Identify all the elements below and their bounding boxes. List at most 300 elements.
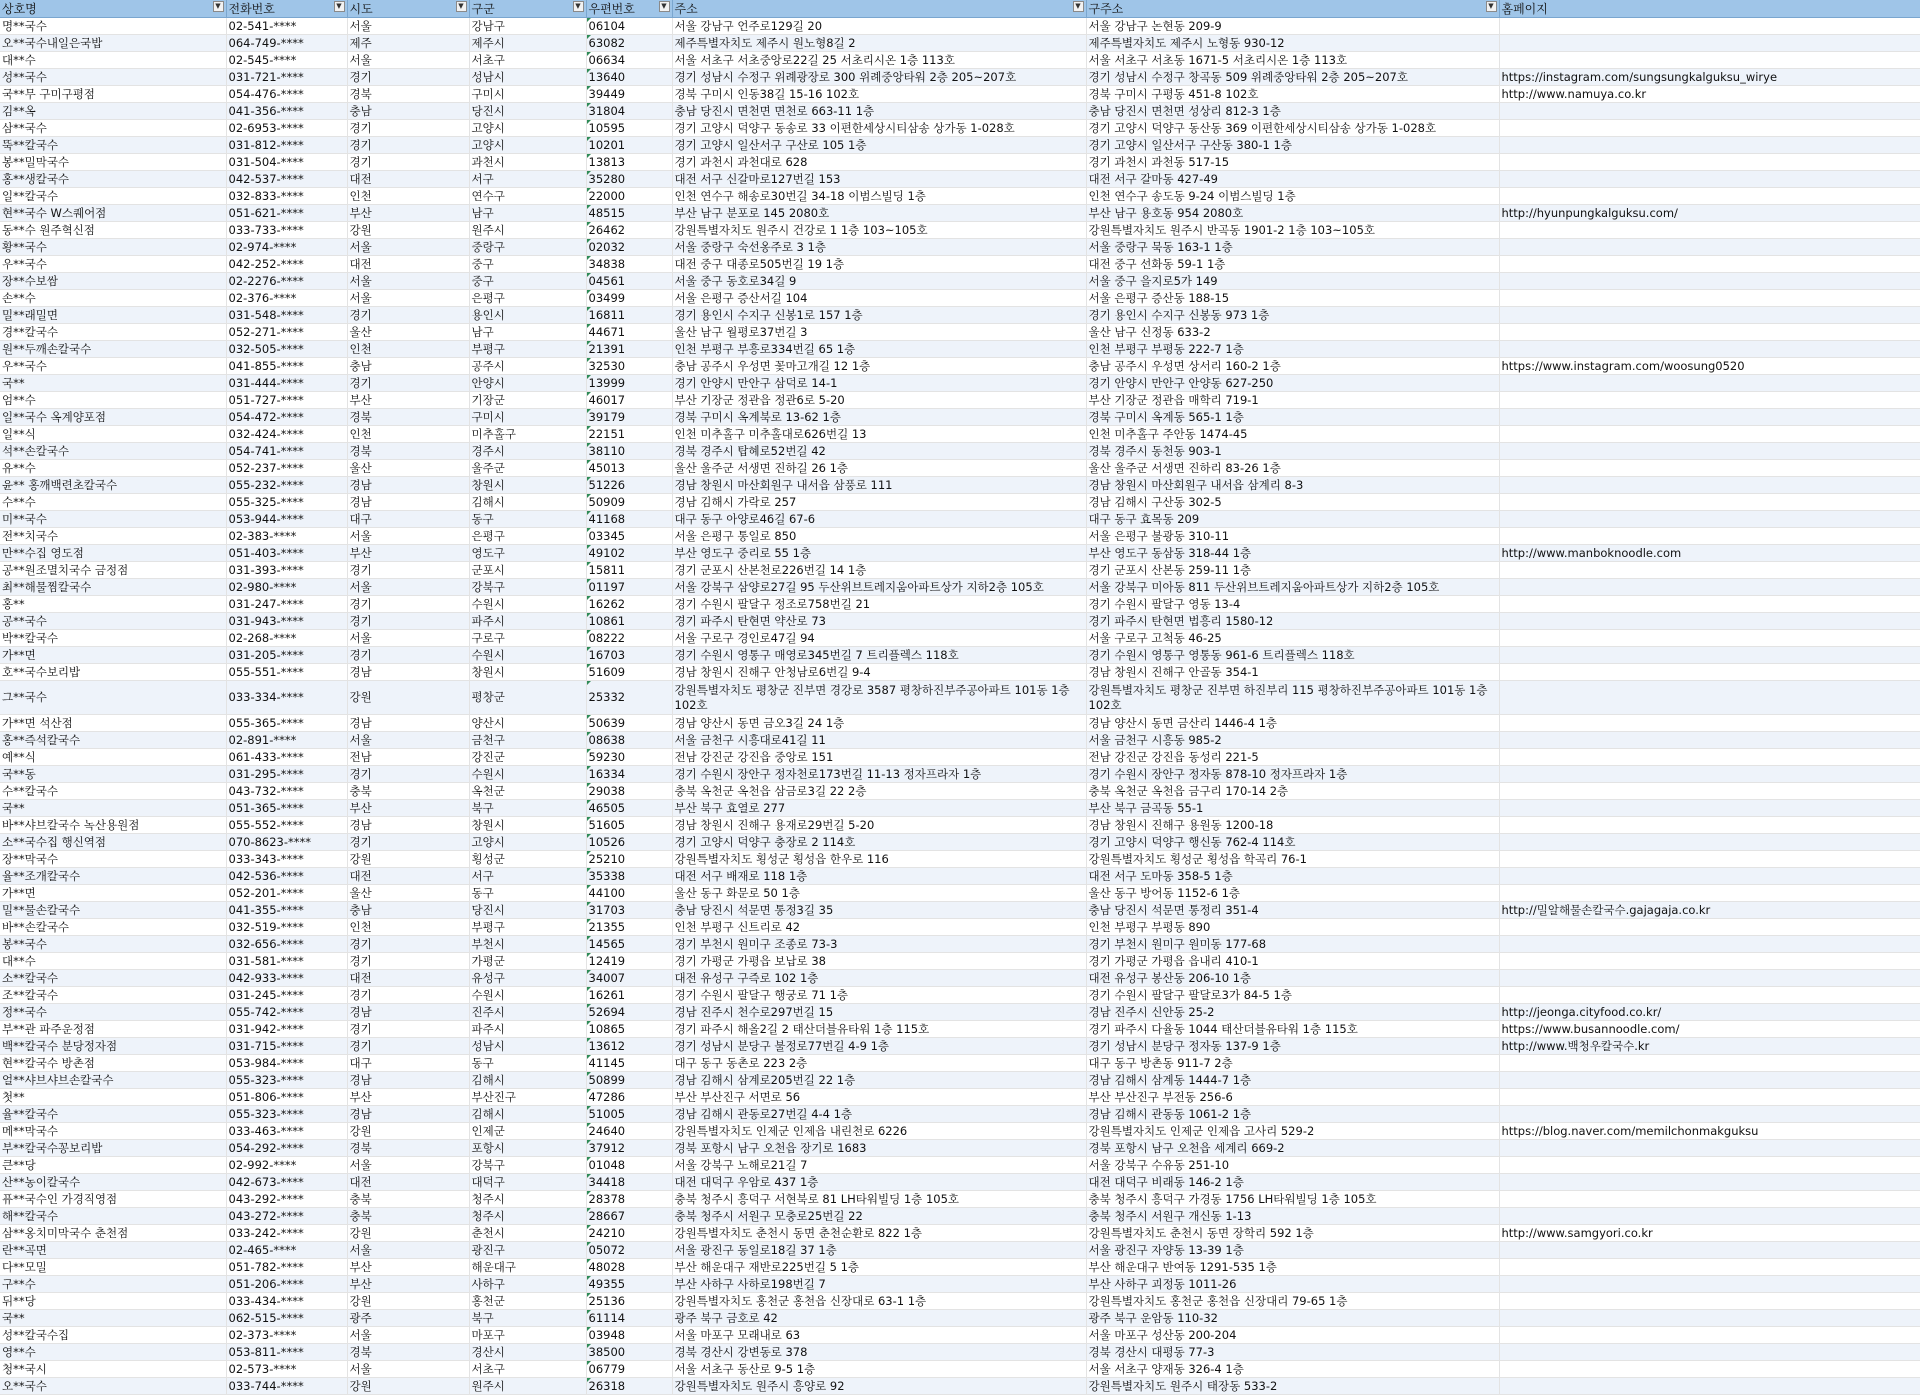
cell-gugun[interactable]: 당진시 — [469, 103, 586, 120]
cell-address[interactable]: 서울 강북구 노해로21길 7 — [672, 1157, 1086, 1174]
cell-address[interactable]: 충남 당진시 석문면 통정3길 35 — [672, 902, 1086, 919]
cell-gugun[interactable]: 강북구 — [469, 579, 586, 596]
table-row[interactable] — [0, 324, 1920, 341]
table-row[interactable] — [0, 290, 1920, 307]
cell-phone[interactable]: 02-980-**** — [226, 579, 347, 596]
cell-homepage[interactable] — [1499, 511, 1920, 528]
cell-address[interactable]: 충북 옥천군 옥천읍 삼금로3길 22 2층 — [672, 783, 1086, 800]
table-row[interactable] — [0, 647, 1920, 664]
cell-sido[interactable]: 서울 — [347, 1327, 469, 1344]
cell-homepage[interactable]: http://www.namuya.co.kr — [1499, 86, 1920, 103]
table-row[interactable] — [0, 1191, 1920, 1208]
table-row[interactable] — [0, 800, 1920, 817]
cell-old-address[interactable]: 부산 북구 금곡동 55-1 — [1086, 800, 1499, 817]
cell-name[interactable]: 홍**즉석칼국수 — [0, 732, 226, 749]
cell-old-address[interactable]: 경기 부천시 원미구 원미동 177-68 — [1086, 936, 1499, 953]
cell-name[interactable]: 유**수 — [0, 460, 226, 477]
cell-zipcode[interactable]: 52694 — [586, 1004, 672, 1021]
cell-homepage[interactable] — [1499, 1072, 1920, 1089]
cell-homepage[interactable] — [1499, 766, 1920, 783]
cell-zipcode[interactable]: 21391 — [586, 341, 672, 358]
cell-phone[interactable]: 031-245-**** — [226, 987, 347, 1004]
cell-homepage[interactable] — [1499, 851, 1920, 868]
cell-address[interactable]: 경북 포항시 남구 오천읍 장기로 1683 — [672, 1140, 1086, 1157]
cell-zipcode[interactable]: 06779 — [586, 1361, 672, 1378]
cell-address[interactable]: 서울 서초구 서초중앙로22길 25 서초리시온 1층 113호 — [672, 52, 1086, 69]
cell-address[interactable]: 강원특별자치도 원주시 건강로 1 1층 103~105호 — [672, 222, 1086, 239]
cell-name[interactable]: 백**칼국수 분당정자점 — [0, 1038, 226, 1055]
cell-address[interactable]: 경기 수원시 장안구 정자천로173번길 11-13 정자프라자 1층 — [672, 766, 1086, 783]
cell-zipcode[interactable]: 63082 — [586, 35, 672, 52]
cell-address[interactable]: 경기 안양시 만안구 삼덕로 14-1 — [672, 375, 1086, 392]
cell-address[interactable]: 경남 창원시 진해구 용재로29번길 5-20 — [672, 817, 1086, 834]
cell-sido[interactable]: 경기 — [347, 1021, 469, 1038]
cell-homepage[interactable] — [1499, 341, 1920, 358]
cell-sido[interactable]: 강원 — [347, 1378, 469, 1395]
cell-gugun[interactable]: 가평군 — [469, 953, 586, 970]
cell-address[interactable]: 경남 진주시 천수로297번길 15 — [672, 1004, 1086, 1021]
cell-phone[interactable]: 031-942-**** — [226, 1021, 347, 1038]
cell-phone[interactable]: 051-806-**** — [226, 1089, 347, 1106]
table-row[interactable] — [0, 154, 1920, 171]
cell-name[interactable]: 호**국수보리밥 — [0, 664, 226, 681]
cell-old-address[interactable]: 강원특별자치도 인제군 인제읍 고사리 529-2 — [1086, 1123, 1499, 1140]
cell-phone[interactable]: 064-749-**** — [226, 35, 347, 52]
cell-gugun[interactable]: 제주시 — [469, 35, 586, 52]
cell-address[interactable]: 부산 기장군 정관읍 정관6로 5-20 — [672, 392, 1086, 409]
cell-homepage[interactable] — [1499, 426, 1920, 443]
cell-zipcode[interactable]: 34007 — [586, 970, 672, 987]
cell-old-address[interactable]: 대전 중구 선화동 59-1 1층 — [1086, 256, 1499, 273]
table-row[interactable] — [0, 1106, 1920, 1123]
cell-homepage[interactable] — [1499, 1242, 1920, 1259]
cell-gugun[interactable]: 대덕구 — [469, 1174, 586, 1191]
cell-homepage[interactable] — [1499, 715, 1920, 732]
cell-zipcode[interactable]: 29038 — [586, 783, 672, 800]
cell-phone[interactable]: 032-519-**** — [226, 919, 347, 936]
table-row[interactable] — [0, 426, 1920, 443]
cell-homepage[interactable] — [1499, 1276, 1920, 1293]
cell-zipcode[interactable]: 48515 — [586, 205, 672, 222]
cell-phone[interactable]: 02-573-**** — [226, 1361, 347, 1378]
cell-homepage[interactable]: http://hyunpungkalguksu.com/ — [1499, 205, 1920, 222]
table-row[interactable] — [0, 1208, 1920, 1225]
cell-address[interactable]: 대전 대덕구 우암로 437 1층 — [672, 1174, 1086, 1191]
cell-name[interactable]: 대**수 — [0, 953, 226, 970]
cell-old-address[interactable]: 인천 부평구 부평동 222-7 1층 — [1086, 341, 1499, 358]
table-row[interactable] — [0, 477, 1920, 494]
cell-homepage[interactable] — [1499, 103, 1920, 120]
table-row[interactable] — [0, 732, 1920, 749]
cell-old-address[interactable]: 대전 유성구 봉산동 206-10 1층 — [1086, 970, 1499, 987]
table-row[interactable] — [0, 613, 1920, 630]
cell-address[interactable]: 충남 공주시 우성면 꽃마고개길 12 1층 — [672, 358, 1086, 375]
cell-address[interactable]: 충남 당진시 면천면 면천로 663-11 1층 — [672, 103, 1086, 120]
cell-homepage[interactable] — [1499, 732, 1920, 749]
cell-homepage[interactable] — [1499, 1378, 1920, 1395]
cell-homepage[interactable] — [1499, 1208, 1920, 1225]
cell-sido[interactable]: 경북 — [347, 1140, 469, 1157]
cell-old-address[interactable]: 경북 구미시 옥계동 565-1 1층 — [1086, 409, 1499, 426]
cell-phone[interactable]: 052-201-**** — [226, 885, 347, 902]
cell-sido[interactable]: 서울 — [347, 239, 469, 256]
cell-zipcode[interactable]: 01048 — [586, 1157, 672, 1174]
cell-sido[interactable]: 전남 — [347, 749, 469, 766]
cell-name[interactable]: 뒤**당 — [0, 1293, 226, 1310]
cell-phone[interactable]: 041-355-**** — [226, 902, 347, 919]
table-row[interactable] — [0, 18, 1920, 35]
cell-homepage[interactable]: http://jeonga.cityfood.co.kr/ — [1499, 1004, 1920, 1021]
cell-address[interactable]: 강원특별자치도 평창군 진부면 경강로 3587 평창하진부주공아파트 101동 1층 102호 — [672, 681, 1086, 715]
cell-address[interactable]: 대전 서구 배재로 118 1층 — [672, 868, 1086, 885]
cell-zipcode[interactable]: 31703 — [586, 902, 672, 919]
cell-sido[interactable]: 광주 — [347, 1310, 469, 1327]
cell-name[interactable]: 오**국수 — [0, 1378, 226, 1395]
cell-sido[interactable]: 경북 — [347, 1344, 469, 1361]
cell-old-address[interactable]: 경기 과천시 과천동 517-15 — [1086, 154, 1499, 171]
cell-sido[interactable]: 대전 — [347, 1174, 469, 1191]
cell-old-address[interactable]: 경남 양산시 동면 금산리 1446-4 1층 — [1086, 715, 1499, 732]
cell-address[interactable]: 경기 군포시 산본천로226번길 14 1층 — [672, 562, 1086, 579]
cell-phone[interactable]: 054-472-**** — [226, 409, 347, 426]
cell-address[interactable]: 경기 수원시 영통구 매영로345번길 7 트리플렉스 118호 — [672, 647, 1086, 664]
table-row[interactable] — [0, 1259, 1920, 1276]
cell-old-address[interactable]: 충북 청주시 흥덕구 가경동 1756 LH타워빌딩 1층 105호 — [1086, 1191, 1499, 1208]
cell-gugun[interactable]: 부평구 — [469, 919, 586, 936]
cell-address[interactable]: 경북 경주시 탑혜로52번길 42 — [672, 443, 1086, 460]
cell-homepage[interactable] — [1499, 120, 1920, 137]
cell-old-address[interactable]: 대전 서구 갈마동 427-49 — [1086, 171, 1499, 188]
table-row[interactable] — [0, 1123, 1920, 1140]
cell-sido[interactable]: 경기 — [347, 307, 469, 324]
cell-name[interactable]: 성**국수 — [0, 69, 226, 86]
cell-phone[interactable]: 055-232-**** — [226, 477, 347, 494]
cell-address[interactable]: 경기 파주시 탄현면 약산로 73 — [672, 613, 1086, 630]
cell-name[interactable]: 현**국수 W스퀘어점 — [0, 205, 226, 222]
cell-zipcode[interactable]: 16261 — [586, 987, 672, 1004]
cell-sido[interactable]: 강원 — [347, 1225, 469, 1242]
cell-zipcode[interactable]: 37912 — [586, 1140, 672, 1157]
cell-gugun[interactable]: 과천시 — [469, 154, 586, 171]
cell-sido[interactable]: 경북 — [347, 409, 469, 426]
cell-name[interactable]: 예**식 — [0, 749, 226, 766]
cell-gugun[interactable]: 옥천군 — [469, 783, 586, 800]
cell-zipcode[interactable]: 44100 — [586, 885, 672, 902]
cell-phone[interactable]: 043-292-**** — [226, 1191, 347, 1208]
cell-sido[interactable]: 충북 — [347, 1208, 469, 1225]
cell-name[interactable]: 삼**국수 — [0, 120, 226, 137]
cell-address[interactable]: 대전 유성구 구즉로 102 1층 — [672, 970, 1086, 987]
cell-old-address[interactable]: 대구 동구 방촌동 911-7 2층 — [1086, 1055, 1499, 1072]
cell-phone[interactable]: 033-463-**** — [226, 1123, 347, 1140]
cell-gugun[interactable]: 창원시 — [469, 477, 586, 494]
cell-homepage[interactable] — [1499, 392, 1920, 409]
cell-sido[interactable]: 대구 — [347, 1055, 469, 1072]
table-row[interactable] — [0, 188, 1920, 205]
cell-zipcode[interactable]: 59230 — [586, 749, 672, 766]
cell-homepage[interactable] — [1499, 460, 1920, 477]
cell-gugun[interactable]: 울주군 — [469, 460, 586, 477]
cell-address[interactable]: 서울 서초구 동산로 9-5 1층 — [672, 1361, 1086, 1378]
cell-address[interactable]: 서울 광진구 동일로18길 37 1층 — [672, 1242, 1086, 1259]
cell-homepage[interactable]: http://www.manboknoodle.com — [1499, 545, 1920, 562]
cell-address[interactable]: 서울 중랑구 숙선옹주로 3 1층 — [672, 239, 1086, 256]
cell-phone[interactable]: 061-433-**** — [226, 749, 347, 766]
cell-gugun[interactable]: 은평구 — [469, 290, 586, 307]
cell-sido[interactable]: 경남 — [347, 664, 469, 681]
cell-address[interactable]: 서울 은평구 증산서길 104 — [672, 290, 1086, 307]
table-row[interactable] — [0, 1072, 1920, 1089]
table-row[interactable] — [0, 528, 1920, 545]
cell-phone[interactable]: 051-206-**** — [226, 1276, 347, 1293]
cell-old-address[interactable]: 경기 고양시 덕양구 동산동 369 이편한세상시티삼송 상가동 1-028호 — [1086, 120, 1499, 137]
cell-zipcode[interactable]: 26318 — [586, 1378, 672, 1395]
cell-sido[interactable]: 경남 — [347, 1004, 469, 1021]
cell-sido[interactable]: 강원 — [347, 1123, 469, 1140]
cell-sido[interactable]: 경기 — [347, 953, 469, 970]
cell-homepage[interactable] — [1499, 885, 1920, 902]
cell-old-address[interactable]: 경기 고양시 일산서구 구산동 380-1 1층 — [1086, 137, 1499, 154]
cell-homepage[interactable] — [1499, 1055, 1920, 1072]
cell-address[interactable]: 경남 양산시 동면 금오3길 24 1층 — [672, 715, 1086, 732]
table-row[interactable] — [0, 1140, 1920, 1157]
cell-name[interactable]: 미**국수 — [0, 511, 226, 528]
cell-old-address[interactable]: 경남 창원시 마산회원구 내서읍 삼계리 8-3 — [1086, 477, 1499, 494]
cell-gugun[interactable]: 북구 — [469, 1310, 586, 1327]
table-row[interactable] — [0, 766, 1920, 783]
cell-old-address[interactable]: 서울 중랑구 묵동 163-1 1층 — [1086, 239, 1499, 256]
table-row[interactable] — [0, 970, 1920, 987]
cell-name[interactable]: 손**수 — [0, 290, 226, 307]
table-row[interactable] — [0, 596, 1920, 613]
cell-sido[interactable]: 경기 — [347, 137, 469, 154]
cell-address[interactable]: 경기 수원시 팔달구 행궁로 71 1층 — [672, 987, 1086, 1004]
cell-zipcode[interactable]: 39179 — [586, 409, 672, 426]
cell-gugun[interactable]: 횡성군 — [469, 851, 586, 868]
table-row[interactable] — [0, 120, 1920, 137]
cell-name[interactable]: 성**칼국수집 — [0, 1327, 226, 1344]
cell-zipcode[interactable]: 10595 — [586, 120, 672, 137]
cell-address[interactable]: 부산 남구 분포로 145 2080호 — [672, 205, 1086, 222]
cell-name[interactable]: 대**수 — [0, 52, 226, 69]
cell-zipcode[interactable]: 48028 — [586, 1259, 672, 1276]
cell-sido[interactable]: 서울 — [347, 52, 469, 69]
cell-name[interactable]: 해**칼국수 — [0, 1208, 226, 1225]
table-row[interactable] — [0, 936, 1920, 953]
cell-phone[interactable]: 054-476-**** — [226, 86, 347, 103]
table-row[interactable] — [0, 69, 1920, 86]
cell-zipcode[interactable]: 02032 — [586, 239, 672, 256]
cell-old-address[interactable]: 경기 성남시 분당구 정자동 137-9 1층 — [1086, 1038, 1499, 1055]
cell-gugun[interactable]: 수원시 — [469, 766, 586, 783]
cell-address[interactable]: 경북 구미시 인동38길 15-16 102호 — [672, 86, 1086, 103]
cell-name[interactable]: 뚝**칼국수 — [0, 137, 226, 154]
cell-zipcode[interactable]: 26462 — [586, 222, 672, 239]
cell-address[interactable]: 경기 파주시 해올2길 2 태산더블유타워 1층 115호 — [672, 1021, 1086, 1038]
cell-address[interactable]: 인천 연수구 해송로30번길 34-18 이범스빌딩 1층 — [672, 188, 1086, 205]
cell-address[interactable]: 강원특별자치도 인제군 인제읍 내린천로 6226 — [672, 1123, 1086, 1140]
table-row[interactable] — [0, 1157, 1920, 1174]
cell-sido[interactable]: 제주 — [347, 35, 469, 52]
cell-old-address[interactable]: 경기 가평군 가평읍 읍내리 410-1 — [1086, 953, 1499, 970]
cell-zipcode[interactable]: 03499 — [586, 290, 672, 307]
cell-old-address[interactable]: 강원특별자치도 홍천군 홍천읍 신장대리 79-65 1층 — [1086, 1293, 1499, 1310]
table-row[interactable] — [0, 511, 1920, 528]
table-row[interactable] — [0, 1327, 1920, 1344]
cell-zipcode[interactable]: 14565 — [586, 936, 672, 953]
cell-gugun[interactable]: 김해시 — [469, 1106, 586, 1123]
cell-old-address[interactable]: 경남 김해시 삼계동 1444-7 1층 — [1086, 1072, 1499, 1089]
table-row[interactable] — [0, 630, 1920, 647]
cell-address[interactable]: 경기 가평군 가평읍 보납로 38 — [672, 953, 1086, 970]
cell-zipcode[interactable]: 41168 — [586, 511, 672, 528]
table-row[interactable] — [0, 715, 1920, 732]
cell-homepage[interactable] — [1499, 477, 1920, 494]
cell-address[interactable]: 울산 울주군 서생면 진하길 26 1층 — [672, 460, 1086, 477]
cell-gugun[interactable]: 성남시 — [469, 1038, 586, 1055]
cell-address[interactable]: 경기 수원시 팔달구 정조로758번길 21 — [672, 596, 1086, 613]
cell-old-address[interactable]: 서울 마포구 성산동 200-204 — [1086, 1327, 1499, 1344]
cell-sido[interactable]: 강원 — [347, 222, 469, 239]
cell-sido[interactable]: 경기 — [347, 120, 469, 137]
cell-homepage[interactable] — [1499, 596, 1920, 613]
cell-gugun[interactable]: 성남시 — [469, 69, 586, 86]
cell-address[interactable]: 광주 북구 금호로 42 — [672, 1310, 1086, 1327]
cell-phone[interactable]: 051-621-**** — [226, 205, 347, 222]
cell-phone[interactable]: 070-8623-**** — [226, 834, 347, 851]
cell-gugun[interactable]: 미추홀구 — [469, 426, 586, 443]
cell-gugun[interactable]: 창원시 — [469, 664, 586, 681]
cell-zipcode[interactable]: 22151 — [586, 426, 672, 443]
cell-name[interactable]: 황**국수 — [0, 239, 226, 256]
table-row[interactable] — [0, 409, 1920, 426]
cell-old-address[interactable]: 경북 경산시 대평동 77-3 — [1086, 1344, 1499, 1361]
cell-homepage[interactable] — [1499, 987, 1920, 1004]
cell-old-address[interactable]: 서울 금천구 시흥동 985-2 — [1086, 732, 1499, 749]
table-row[interactable] — [0, 52, 1920, 69]
cell-homepage[interactable] — [1499, 562, 1920, 579]
cell-phone[interactable]: 062-515-**** — [226, 1310, 347, 1327]
cell-sido[interactable]: 경북 — [347, 443, 469, 460]
table-row[interactable] — [0, 851, 1920, 868]
cell-old-address[interactable]: 경북 포항시 남구 오천읍 세계리 669-2 — [1086, 1140, 1499, 1157]
cell-homepage[interactable] — [1499, 239, 1920, 256]
cell-address[interactable]: 경기 용인시 수지구 신봉1로 157 1층 — [672, 307, 1086, 324]
table-row[interactable] — [0, 137, 1920, 154]
cell-name[interactable]: 엄**수 — [0, 392, 226, 409]
cell-zipcode[interactable]: 13999 — [586, 375, 672, 392]
table-row[interactable] — [0, 885, 1920, 902]
cell-name[interactable]: 소**칼국수 — [0, 970, 226, 987]
cell-homepage[interactable] — [1499, 868, 1920, 885]
cell-address[interactable]: 강원특별자치도 횡성군 횡성읍 한우로 116 — [672, 851, 1086, 868]
cell-phone[interactable]: 051-782-**** — [226, 1259, 347, 1276]
cell-phone[interactable]: 055-325-**** — [226, 494, 347, 511]
table-row[interactable] — [0, 1038, 1920, 1055]
cell-sido[interactable]: 서울 — [347, 290, 469, 307]
table-row[interactable] — [0, 919, 1920, 936]
cell-gugun[interactable]: 고양시 — [469, 834, 586, 851]
cell-address[interactable]: 경기 고양시 일산서구 구산로 105 1층 — [672, 137, 1086, 154]
cell-address[interactable]: 강원특별자치도 홍천군 홍천읍 신장대로 63-1 1층 — [672, 1293, 1086, 1310]
cell-old-address[interactable]: 부산 기장군 정관읍 매학리 719-1 — [1086, 392, 1499, 409]
cell-name[interactable]: 가**면 석산점 — [0, 715, 226, 732]
cell-sido[interactable]: 서울 — [347, 1361, 469, 1378]
cell-address[interactable]: 경남 김해시 관동로27번길 4-4 1층 — [672, 1106, 1086, 1123]
cell-homepage[interactable] — [1499, 256, 1920, 273]
cell-homepage[interactable]: https://blog.naver.com/memilchonmakguksu — [1499, 1123, 1920, 1140]
cell-homepage[interactable] — [1499, 783, 1920, 800]
table-row[interactable] — [0, 256, 1920, 273]
cell-sido[interactable]: 경기 — [347, 987, 469, 1004]
table-row[interactable] — [0, 1174, 1920, 1191]
cell-name[interactable]: 국** — [0, 375, 226, 392]
cell-old-address[interactable]: 경기 수원시 팔달구 영동 13-4 — [1086, 596, 1499, 613]
cell-homepage[interactable] — [1499, 681, 1920, 715]
table-row[interactable] — [0, 222, 1920, 239]
cell-gugun[interactable]: 공주시 — [469, 358, 586, 375]
table-row[interactable] — [0, 783, 1920, 800]
cell-name[interactable]: 란**곡면 — [0, 1242, 226, 1259]
cell-sido[interactable]: 인천 — [347, 426, 469, 443]
cell-sido[interactable]: 충남 — [347, 358, 469, 375]
cell-gugun[interactable]: 동구 — [469, 1055, 586, 1072]
cell-zipcode[interactable]: 05072 — [586, 1242, 672, 1259]
cell-sido[interactable]: 부산 — [347, 392, 469, 409]
cell-sido[interactable]: 인천 — [347, 188, 469, 205]
cell-gugun[interactable]: 강북구 — [469, 1157, 586, 1174]
cell-gugun[interactable]: 사하구 — [469, 1276, 586, 1293]
cell-old-address[interactable]: 서울 광진구 자양동 13-39 1층 — [1086, 1242, 1499, 1259]
cell-name[interactable]: 조**칼국수 — [0, 987, 226, 1004]
cell-old-address[interactable]: 경기 군포시 산본동 259-11 1층 — [1086, 562, 1499, 579]
cell-address[interactable]: 부산 부산진구 서면로 56 — [672, 1089, 1086, 1106]
cell-homepage[interactable] — [1499, 800, 1920, 817]
cell-phone[interactable]: 031-247-**** — [226, 596, 347, 613]
cell-old-address[interactable]: 경북 구미시 구평동 451-8 102호 — [1086, 86, 1499, 103]
cell-homepage[interactable] — [1499, 409, 1920, 426]
cell-zipcode[interactable]: 08222 — [586, 630, 672, 647]
cell-homepage[interactable] — [1499, 1089, 1920, 1106]
cell-name[interactable]: 국**동 — [0, 766, 226, 783]
cell-gugun[interactable]: 파주시 — [469, 1021, 586, 1038]
cell-address[interactable]: 울산 남구 월평로37번길 3 — [672, 324, 1086, 341]
cell-phone[interactable]: 031-715-**** — [226, 1038, 347, 1055]
cell-old-address[interactable]: 대전 대덕구 비래동 146-2 1층 — [1086, 1174, 1499, 1191]
cell-name[interactable]: 다**모밀 — [0, 1259, 226, 1276]
cell-zipcode[interactable]: 51005 — [586, 1106, 672, 1123]
cell-old-address[interactable]: 울산 울주군 서생면 진하리 83-26 1층 — [1086, 460, 1499, 477]
cell-zipcode[interactable]: 45013 — [586, 460, 672, 477]
cell-zipcode[interactable]: 49355 — [586, 1276, 672, 1293]
cell-homepage[interactable] — [1499, 222, 1920, 239]
cell-phone[interactable]: 033-242-**** — [226, 1225, 347, 1242]
filter-dropdown-icon[interactable]: ▼ — [1486, 1, 1497, 12]
cell-old-address[interactable]: 경기 수원시 영통구 영통동 961-6 트리플렉스 118호 — [1086, 647, 1499, 664]
cell-gugun[interactable]: 강진군 — [469, 749, 586, 766]
cell-gugun[interactable]: 중구 — [469, 273, 586, 290]
cell-address[interactable]: 서울 강북구 삼양로27길 95 두산위브트레지움아파트상가 지하2층 105호 — [672, 579, 1086, 596]
cell-name[interactable]: 공**원조멸치국수 금정점 — [0, 562, 226, 579]
cell-name[interactable]: 현**칼국수 방촌점 — [0, 1055, 226, 1072]
filter-dropdown-icon[interactable]: ▼ — [573, 1, 584, 12]
cell-zipcode[interactable]: 51609 — [586, 664, 672, 681]
cell-old-address[interactable]: 제주특별자치도 제주시 노형동 930-12 — [1086, 35, 1499, 52]
cell-old-address[interactable]: 경남 창원시 진해구 안골동 354-1 — [1086, 664, 1499, 681]
cell-name[interactable]: 율**조개칼국수 — [0, 868, 226, 885]
cell-zipcode[interactable]: 51226 — [586, 477, 672, 494]
filter-dropdown-icon[interactable]: ▼ — [456, 1, 467, 12]
